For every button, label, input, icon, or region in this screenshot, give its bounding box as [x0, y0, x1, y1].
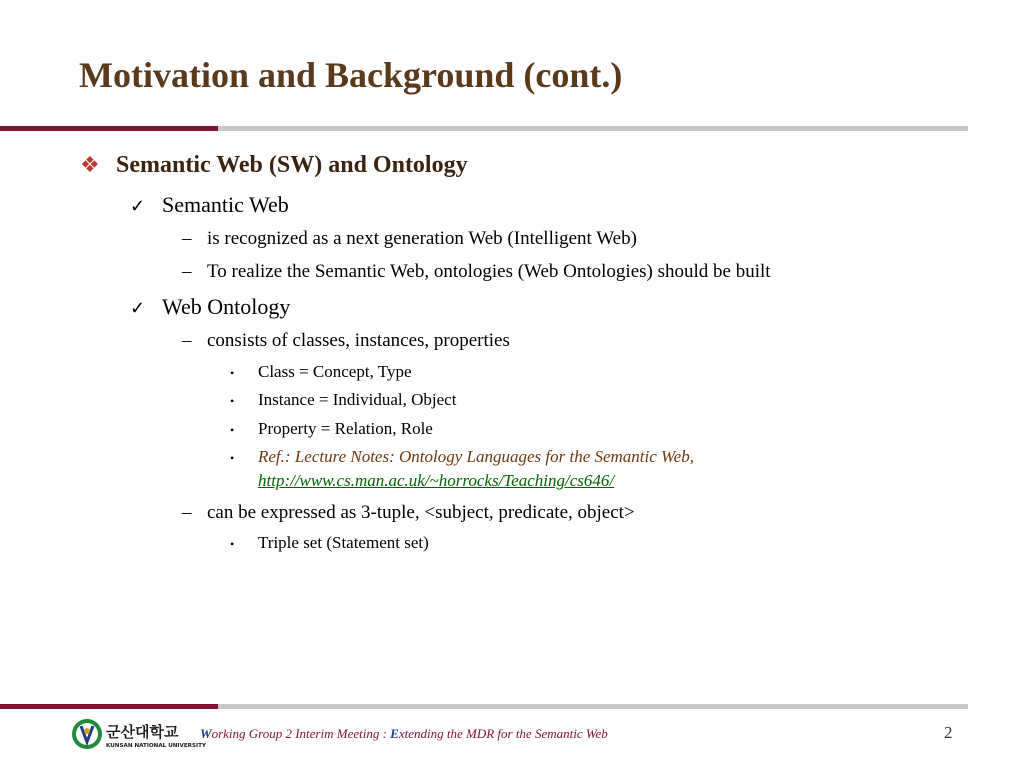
slide-title: Motivation and Background (cont.) — [79, 55, 623, 95]
logo-korean-text: 군산대학교 — [106, 723, 179, 741]
list-item-semantic-web — [130, 192, 289, 218]
logo-english-text: KUNSAN NATIONAL UNIVERSITY — [106, 743, 206, 749]
reference-text: Ref.: Lecture Notes: Ontology Languages for the Semantic Web, — [258, 447, 694, 466]
list-item-text: can be expressed as 3-tuple, <subject, predicate, object> — [207, 502, 635, 523]
list-item-text: Class = Concept, Type — [258, 362, 412, 381]
checkmark-icon: ✓ — [130, 298, 146, 318]
list-item — [182, 502, 635, 524]
bottom-divider — [0, 704, 968, 709]
logo-emblem-dot — [84, 728, 90, 734]
dash-bullet: – — [182, 502, 192, 523]
list-item — [182, 330, 510, 352]
footer-e-cap: E — [390, 726, 399, 741]
list-item — [230, 390, 456, 410]
list-item-text: is recognized as a next generation Web (Intelligent Web) — [207, 228, 637, 249]
footer-w-cap: W — [200, 726, 212, 741]
bottom-divider-gray — [218, 704, 968, 709]
university-logo — [70, 716, 206, 752]
list-item — [230, 533, 429, 553]
web-ontology-label: Web Ontology — [162, 294, 291, 319]
list-item-text: To realize the Semantic Web, ontologies (Web Ontologies) should be built — [207, 261, 771, 282]
list-item-web-ontology — [130, 294, 290, 320]
list-item-reference — [230, 447, 694, 467]
dash-bullet: – — [182, 261, 192, 282]
dot-bullet: • — [230, 366, 235, 380]
bottom-divider-accent — [0, 704, 218, 709]
list-item-text: Property = Relation, Role — [258, 419, 433, 438]
footer-e-rest: xtending the MDR for the Semantic Web — [398, 726, 608, 741]
top-divider-gray — [218, 126, 968, 131]
dot-bullet: • — [230, 451, 235, 465]
heading-semantic-web-ontology — [80, 152, 468, 179]
list-item — [230, 362, 412, 382]
top-divider-accent — [0, 126, 218, 131]
reference-link[interactable]: http://www.cs.man.ac.uk/~horrocks/Teaching/cs646/ — [258, 471, 615, 490]
checkmark-icon: ✓ — [130, 196, 146, 216]
heading-text: Semantic Web (SW) and Ontology — [116, 152, 468, 178]
footer-caption — [200, 726, 608, 742]
page-number: 2 — [944, 723, 953, 742]
list-item — [230, 419, 433, 439]
diamond-bullet-icon: ❖ — [80, 152, 100, 177]
dot-bullet: • — [230, 537, 235, 551]
dash-bullet: – — [182, 330, 192, 351]
list-item-text: Instance = Individual, Object — [258, 390, 457, 409]
list-item-text: consists of classes, instances, properties — [207, 330, 510, 351]
footer-w-rest: orking Group 2 Interim Meeting : — [211, 726, 391, 741]
dot-bullet: • — [230, 394, 235, 408]
top-divider — [0, 126, 968, 131]
dot-bullet: • — [230, 423, 235, 437]
list-item — [182, 261, 771, 283]
semantic-web-label: Semantic Web — [162, 192, 289, 217]
list-item-text: Triple set (Statement set) — [258, 533, 429, 552]
dash-bullet: – — [182, 228, 192, 249]
list-item — [182, 228, 637, 250]
